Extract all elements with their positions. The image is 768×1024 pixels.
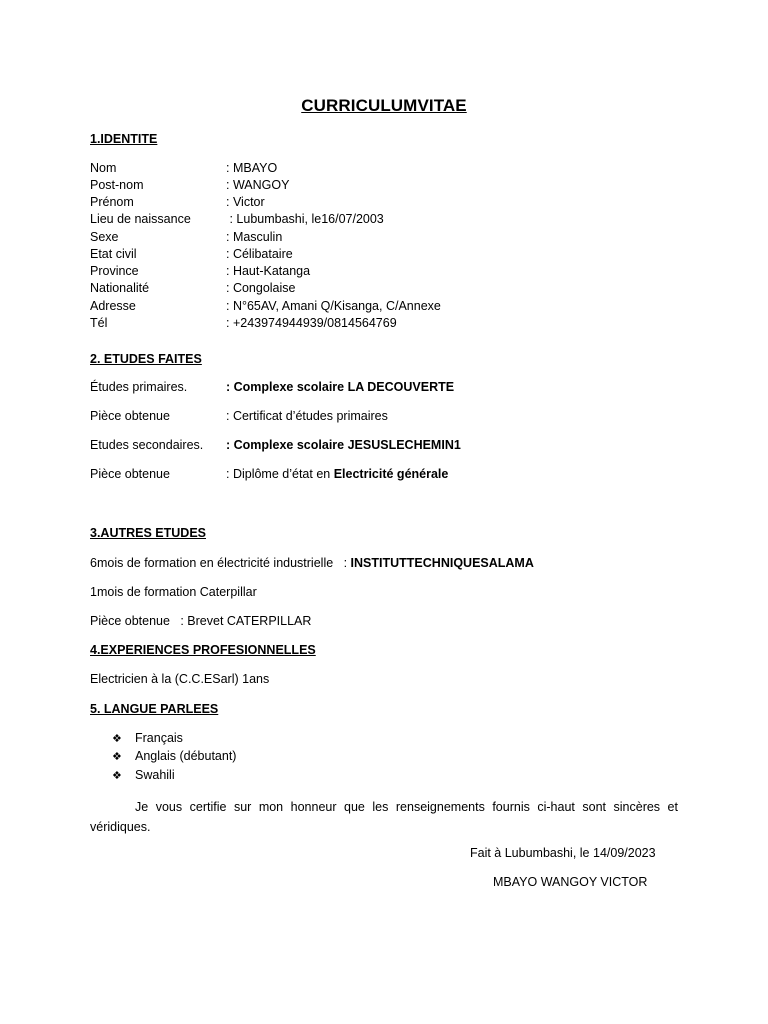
identity-value: : Victor [226, 195, 265, 209]
section-heading-etudes: 2. ETUDES FAITES [90, 352, 202, 366]
autres-line-bold: INSTITUTTECHNIQUESALAMA [350, 556, 534, 570]
language-item [112, 767, 175, 785]
etudes-label: Pièce obtenue [90, 467, 170, 481]
identity-value: : MBAYO [226, 161, 278, 175]
identity-label: Etat civil [90, 247, 137, 261]
etudes-value-bold: Electricité générale [333, 467, 449, 481]
etudes-value [226, 466, 448, 483]
language-label: Swahili [135, 768, 175, 782]
section-heading-experiences: 4.EXPERIENCES PROFESIONNELLES [90, 643, 316, 657]
identity-value: : +243974944939/0814564769 [226, 316, 397, 330]
language-item [112, 748, 236, 766]
diamond-bullet-icon: ❖ [112, 733, 122, 745]
language-label: Français [135, 731, 183, 745]
autres-line-piece: Pièce obtenue : Brevet CATERPILLAR [90, 614, 312, 628]
identity-label: Sexe [90, 230, 119, 244]
identity-label: Prénom [90, 195, 134, 209]
autres-line-formation-electricite [90, 555, 534, 572]
etudes-value [226, 437, 461, 454]
identity-value: : Masculin [226, 230, 283, 244]
identity-label: Tél [90, 316, 108, 330]
identity-label: Province [90, 264, 139, 278]
diamond-bullet-icon: ❖ [112, 751, 122, 763]
identity-value: : WANGOY [226, 178, 290, 192]
etudes-value [226, 379, 454, 396]
etudes-label: Études primaires. [90, 380, 188, 394]
etudes-value-bold: : Complexe scolaire JESUSLECHEMIN1 [226, 438, 461, 452]
etudes-value: : Certificat d’études primaires [226, 409, 388, 423]
identity-label: Nom [90, 161, 117, 175]
etudes-label: Etudes secondaires. [90, 438, 204, 452]
place-date: Fait à Lubumbashi, le 14/09/2023 [470, 846, 656, 860]
identity-label: Post-nom [90, 178, 144, 192]
identity-value: : Lubumbashi, le16/07/2003 [226, 212, 384, 226]
certification-paragraph: Je vous certifie sur mon honneur que les renseignements fournis ci-haut sont sincères et véridiques. [90, 800, 678, 834]
etudes-label: Pièce obtenue [90, 409, 170, 423]
identity-value: : N°65AV, Amani Q/Kisanga, C/Annexe [226, 299, 441, 313]
experience-line: Electricien à la (C.C.ESarl) 1ans [90, 672, 270, 686]
etudes-value-prefix: : Diplôme d’état en [226, 467, 334, 481]
identity-value: : Célibataire [226, 247, 293, 261]
autres-line-caterpillar: 1mois de formation Caterpillar [90, 585, 257, 599]
language-item [112, 730, 183, 748]
section-heading-autres-etudes: 3.AUTRES ETUDES [90, 526, 206, 540]
identity-label: Adresse [90, 299, 136, 313]
page-title: CURRICULUMVITAE [301, 96, 467, 115]
section-heading-identite: 1.IDENTITE [90, 132, 158, 146]
section-heading-langues: 5. LANGUE PARLEES [90, 702, 219, 716]
autres-line-text: 6mois de formation en électricité industrielle : [90, 556, 351, 570]
language-label: Anglais (débutant) [135, 749, 237, 763]
etudes-value-bold: : Complexe scolaire LA DECOUVERTE [226, 380, 455, 394]
diamond-bullet-icon: ❖ [112, 770, 122, 782]
identity-value: : Congolaise [226, 281, 296, 295]
identity-label: Lieu de naissance [90, 212, 191, 226]
identity-label: Nationalité [90, 281, 150, 295]
identity-value: : Haut-Katanga [226, 264, 311, 278]
signature-name: MBAYO WANGOY VICTOR [493, 875, 648, 889]
